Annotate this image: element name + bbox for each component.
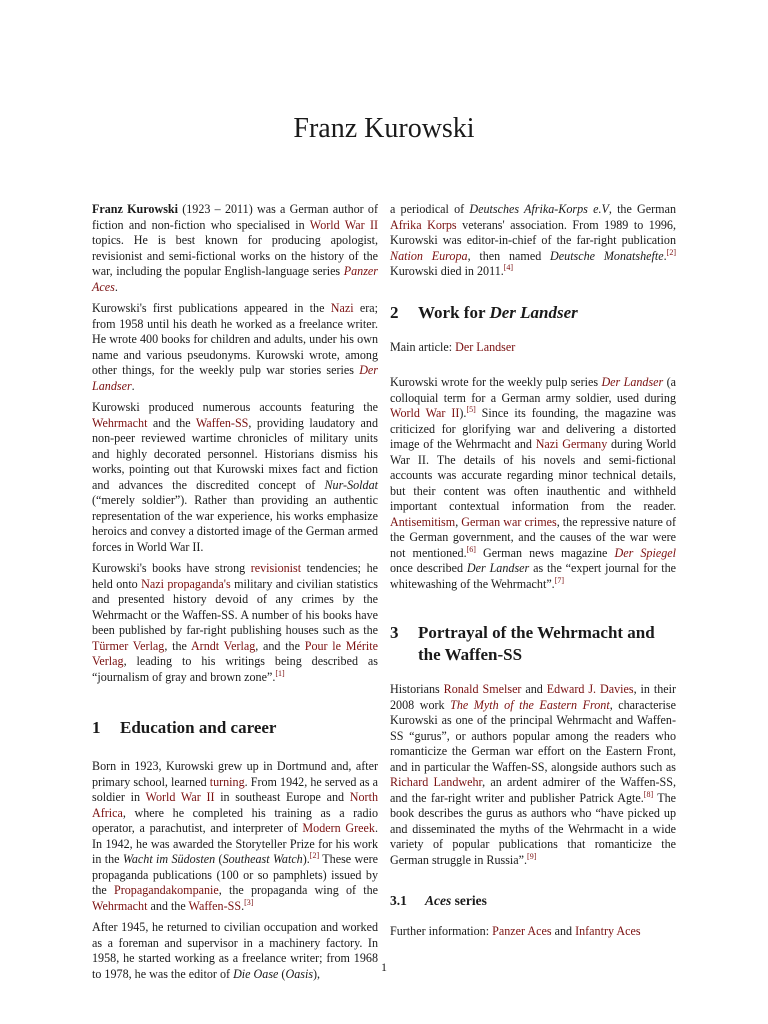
link-turmer-verlag[interactable]: Türmer Verlag	[92, 638, 165, 653]
link-north-africa[interactable]: North Africa	[92, 790, 378, 820]
right-column	[390, 202, 676, 946]
link-nation-europa[interactable]: Nation Europa	[390, 248, 468, 263]
citation-8[interactable]: [8]	[643, 789, 654, 799]
section-1-paragraph-2-continued: a periodical of Deutsches Afrika-Korps e.V, the German Afrika Korps veterans' association. From 1989 to 1996, Kurowski was editor-in-chief of the far-right publication Nation Europa, then named Deutsche Monatshefte.[2] Kurowski died in 2011.[4]	[390, 202, 676, 278]
link-infantry-aces[interactable]: Infantry Aces	[575, 924, 641, 938]
citation-6[interactable]: [6]	[466, 544, 476, 554]
link-antisemitism[interactable]: Antisemitism	[390, 514, 456, 529]
link-panzer-aces-2[interactable]: Panzer Aces	[492, 924, 552, 938]
link-propagandakompanie[interactable]: Propagandakompanie	[113, 883, 219, 897]
link-nazi-propaganda[interactable]: Nazi propaganda's	[141, 576, 231, 591]
link-arndt-verlag[interactable]: Arndt Verlag	[190, 638, 256, 653]
section-3-paragraph-1: Historians Ronald Smelser and Edward J. Davies, in their 2008 work The Myth of the Eastern Front, characterise Kurowski as one of the principal Wehrmacht and Waffen-SS “gurus”, or authors popular among the readers who romanticize the German war effort on the Eastern Front, and in particular the Waffen-SS, alongside authors such as Richard Landwehr, an ardent admirer of the Waffen-SS, and the far-right writer and publisher Patrick Agte.[8] The book describes the gurus as authors who “have picked up and disseminated the myths of the Wehrmacht in a wide variety of popular publications that romanticize the German struggle in Russia”.[9]	[390, 682, 676, 867]
section-1-paragraph-1: Born in 1923, Kurowski grew up in Dortmund and, after primary school, learned turning. From 1942, he served as a soldier in World War II in southeast Europe and North Africa, where he completed his training as a radio operator, a parachutist, and interpreter of Modern Greek. In 1942, he was awarded the Storyteller Prize for his work in the Wacht im Südosten (Southeast Watch).[2] These were propaganda publications (100 or so pamphlets) issued by the Propagandakompanie, the propaganda wing of the Wehrmacht and the Waffen-SS.[3]	[92, 759, 378, 913]
link-modern-greek[interactable]: Modern Greek	[302, 821, 375, 835]
intro-paragraph-4: Kurowski's books have strong revisionist tendencies; he held onto Nazi propaganda's military and civilian statistics and presented history devoid of any crimes by the Wehrmacht or the Waffen-SS. A number of his books have been published by far-right publishing houses such as the Türmer Verlag, the Arndt Verlag, and the Pour le Mérite Verlag, leading to his writings being described as “journalism of gray and brown zone”.[1]	[92, 561, 378, 684]
link-main-article-der-landser[interactable]: Der Landser	[455, 339, 516, 354]
citation-7[interactable]: [7]	[554, 575, 565, 585]
link-edward-j-davies[interactable]: Edward J. Davies	[546, 682, 634, 696]
citation-5[interactable]: [5]	[466, 404, 476, 414]
link-turning[interactable]: turning	[209, 774, 245, 789]
link-nazi-germany[interactable]: Nazi Germany	[535, 437, 608, 451]
citation-1[interactable]: [1]	[275, 668, 285, 678]
section-1-heading: 1 Education and career	[92, 718, 277, 737]
link-ronald-smelser[interactable]: Ronald Smelser	[443, 682, 522, 696]
link-richard-landwehr[interactable]: Richard Landwehr	[390, 775, 483, 789]
section-3-1-heading: 3.1 Aces series	[390, 893, 487, 908]
article-subject-name: Franz Kurowski	[92, 202, 178, 216]
link-world-war-ii-3[interactable]: World War II	[390, 406, 460, 420]
citation-2[interactable]: [2]	[309, 850, 320, 860]
citation-4[interactable]: [4]	[503, 262, 514, 272]
link-myth-of-the-eastern-front[interactable]: The Myth of the Eastern Front	[450, 697, 610, 712]
link-nazi[interactable]: Nazi	[330, 301, 354, 315]
intro-paragraph-1: Franz Kurowski (1923 – 2011) was a German author of fiction and non-fiction who specialised in World War II topics. He is best known for producing apologist, revisionist and semi-fictional works on the history of the war, including the popular English-language series Panzer Aces.	[92, 202, 379, 294]
intro-paragraph-3: Kurowski produced numerous accounts featuring the Wehrmacht and the Waffen-SS, providing laudatory and non-peer reviewed wartime chronicles of military units and highly decorated personnel. Historians dismiss his works, pointing out that Kurowski mixes fact and fiction and advances the discredited concept of Nur-Soldat (“merely soldier”). Rather than providing an authentic representation of the war experience, his works emphasize heroics and convey a distorted image of the German armed forces in World War II.	[92, 400, 378, 554]
link-world-war-ii[interactable]: World War II	[309, 217, 379, 232]
link-waffen-ss-2[interactable]: Waffen-SS	[188, 898, 242, 913]
link-pour-le-merite-verlag[interactable]: Pour le Mérite Verlag	[92, 638, 378, 668]
link-revisionist[interactable]: revisionist	[250, 561, 302, 575]
link-der-spiegel[interactable]: Der Spiegel	[614, 545, 676, 560]
link-wehrmacht[interactable]: Wehrmacht	[92, 415, 148, 430]
further-information-note: Further information: Panzer Aces and Infantry Aces	[390, 924, 641, 938]
citation-9[interactable]: [9]	[527, 851, 537, 861]
link-der-landser[interactable]: Der Landser	[92, 363, 378, 393]
link-german-war-crimes[interactable]: German war crimes	[461, 514, 557, 529]
main-article-note: Main article: Der Landser	[390, 339, 516, 354]
citation-2b[interactable]: [2]	[666, 247, 676, 257]
section-3-heading: 3 Portrayal of the Wehrmacht and the Waffen-SS	[390, 623, 655, 664]
intro-paragraph-2: Kurowski's first publications appeared in the Nazi era; from 1958 until his death he worked as a freelance writer. He wrote 400 books for children and adults, under his own name and various pseudonyms. Kurowski wrote, among other things, for the weekly pulp war stories series Der Landser.	[92, 301, 378, 393]
link-der-landser-2[interactable]: Der Landser	[601, 375, 664, 389]
link-afrika-korps[interactable]: Afrika Korps	[390, 217, 457, 232]
link-world-war-ii-2[interactable]: World War II	[145, 790, 215, 804]
link-waffen-ss[interactable]: Waffen-SS	[195, 415, 249, 430]
link-panzer-aces[interactable]: Panzer Aces	[92, 264, 378, 294]
section-2-paragraph-1: Kurowski wrote for the weekly pulp series Der Landser (a colloquial term for a German army soldier, used during World War II).[5] Since its founding, the magazine was criticized for glorifying war and delivering a distorted image of the Wehrmacht and Nazi Germany during World War II. The details of his novels and semi-fictional accounts was accurate regarding minor technical details, but their content was often inauthentic and withheld important contextual information from the reader. Antisemitism, German war crimes, the repressive nature of the German government, and the causes of the war were not mentioned.[6] German news magazine Der Spiegel once described Der Landser as the “expert journal for the whitewashing of the Wehrmacht”.[7]	[390, 375, 677, 591]
section-2-heading: 2 Work for Der Landser	[390, 302, 578, 322]
section-1-paragraph-2-start: After 1945, he returned to civilian occupation and worked as a foreman and supervisor in a machinery factory. In 1958, he started working as a freelance writer; from 1968 to 1978, he was the editor of Die Oase (Oasis),	[92, 920, 378, 981]
link-wehrmacht-2[interactable]: Wehrmacht	[92, 898, 148, 913]
citation-3[interactable]: [3]	[244, 897, 254, 907]
left-column	[92, 202, 378, 982]
page-title: Franz Kurowski	[293, 113, 475, 144]
page-number: 1	[381, 960, 387, 974]
